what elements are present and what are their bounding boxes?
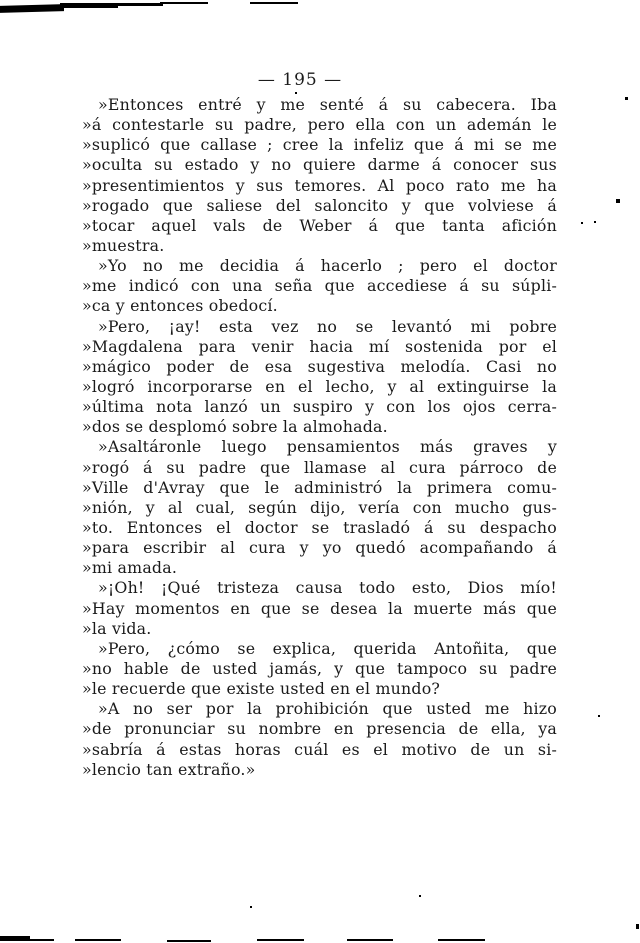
text-line: »no hable de usted jamás, y que tampoco su padre	[82, 658, 557, 678]
text-line: »nión, y al cual, según dijo, vería con mucho gus-	[82, 497, 557, 517]
ink-mark	[0, 936, 30, 941]
text-block	[82, 95, 557, 780]
text-line: »suplicó que callase ; cree la infeliz que á mi se me	[82, 135, 557, 155]
text-line: »¡Oh! ¡Qué tristeza causa todo esto, Dios mío!	[98, 578, 557, 598]
ink-speck	[616, 199, 620, 203]
ink-mark	[160, 2, 208, 4]
ink-mark	[250, 2, 298, 4]
ink-mark	[60, 3, 118, 8]
text-line: »le recuerde que existe usted en el mundo?	[82, 679, 441, 699]
ink-mark	[438, 939, 485, 941]
ink-speck	[581, 222, 583, 224]
text-line: »á contestarle su padre, pero ella con un ademán le	[82, 115, 557, 135]
ink-speck	[419, 895, 421, 897]
text-line: »de pronunciar su nombre en presencia de ella, ya	[82, 719, 557, 739]
text-line: »Pero, ¡ay! esta vez no se levantó mi pobre	[98, 316, 557, 336]
text-line: »Yo no me decidia á hacerlo ; pero el doctor	[98, 256, 557, 276]
text-line: »ca y entonces obedocí.	[82, 296, 278, 316]
text-line: »mi amada.	[82, 558, 178, 578]
text-line: »rogado que saliese del saloncito y que volviese á	[82, 195, 557, 215]
ink-speck	[594, 221, 596, 223]
page-number-header: — 195 —	[257, 70, 343, 90]
ink-mark	[75, 939, 121, 941]
text-line: »sabría á estas horas cuál es el motivo de un si-	[82, 739, 557, 759]
ink-mark	[257, 939, 304, 941]
text-line: »oculta su estado y no quiere darme á conocer sus	[82, 155, 557, 175]
text-line: »rogó á su padre que llamase al cura párroco de	[82, 457, 557, 477]
text-line: »la vida.	[82, 618, 152, 638]
text-line: »presentimientos y sus temores. Al poco rato me ha	[82, 175, 557, 195]
text-line: »logró incorporarse en el lecho, y al extinguirse la	[82, 376, 557, 396]
text-line: »Pero, ¿cómo se explica, querida Antoñita, que	[98, 638, 557, 658]
ink-mark	[347, 939, 393, 941]
ink-speck	[295, 92, 297, 94]
text-line: »lencio tan extraño.»	[82, 759, 256, 779]
text-line: »para escribir al cura y yo quedó acompañando á	[82, 538, 557, 558]
ink-mark	[28, 939, 54, 941]
text-line: »A no ser por la prohibición que usted me hizo	[98, 699, 557, 719]
text-line: »Entonces entré y me senté á su cabecera. Iba	[98, 95, 557, 114]
ink-speck	[598, 715, 600, 717]
text-line: »Hay momentos en que se desea la muerte más que	[82, 598, 557, 618]
text-line: »mágico poder de esa sugestiva melodía. Casi no	[82, 356, 557, 376]
text-line: »tocar aquel vals de Weber á que tanta afición	[82, 215, 557, 235]
text-line: »dos se desplomó sobre la almohada.	[82, 417, 388, 437]
ink-mark	[167, 940, 211, 942]
text-line: »muestra.	[82, 235, 165, 255]
text-line: »Asaltáronle luego pensamientos más graves y	[98, 437, 557, 457]
ink-speck	[625, 97, 628, 100]
ink-speck	[250, 906, 252, 908]
ink-mark	[115, 3, 163, 6]
ink-mark	[0, 4, 64, 13]
text-line: »Ville d'Avray que le administró la primera comu-	[82, 477, 557, 497]
text-line: »última nota lanzó un suspiro y con los ojos cerra-	[82, 397, 557, 417]
text-line: »Magdalena para venir hacia mí sostenida por el	[82, 336, 557, 356]
text-line: »to. Entonces el doctor se trasladó á su despacho	[82, 517, 557, 537]
text-line: »me indicó con una seña que accediese á su súpli-	[82, 276, 557, 296]
ink-speck	[636, 924, 639, 929]
